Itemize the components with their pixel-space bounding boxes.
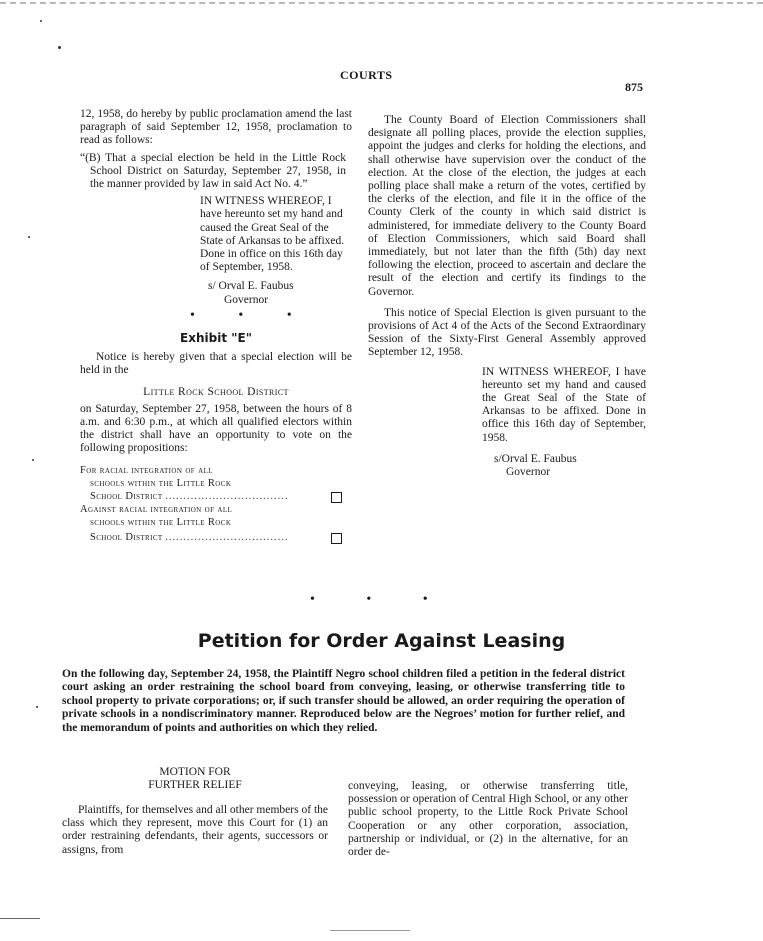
motion-body-right: conveying, leasing, or otherwise transferring title, possession or operation of Central High School, or any other public school property, to the Little Rock Private School Cooperation or any other corporation, association, partnership or individual, or (2) in the alternative, for an order de- [348,780,628,859]
checkbox-against[interactable] [331,533,342,544]
governor-title-right: Governor [506,466,551,479]
prop-against-line-3 [80,531,352,544]
running-head: COURTS [340,68,393,82]
scan-speck [36,706,38,708]
governor-signature: s/ Orval E. Faubus [208,280,294,293]
right-para-1: The County Board of Election Commissioners shall designate all polling places, provide the election supplies, appoint the judges and clerks for holding the elections, and shall otherwise have supervision over the conduct of the election. At the close of the election, the judges at each polling place shall make a return of the votes, certified by the clerks of the election, and file it in the office of the County Clerk of the county in which said district is administered, for immediate delivery to the County Board of Election Commissioners, which said Board shall immediately, but not later than the fifth (5th) day next following the election, proceed to ascertain and declare the result of the election and certify its findings to the Governor. [368,114,646,298]
motion-heading-line-1: MOTION FOR [159,766,231,778]
section-break-dots-2: • • • [310,592,452,607]
motion-left-column [62,766,328,857]
governor-signature-right: s/Orval E. Faubus [494,452,577,465]
leader-dots: .................................. [165,490,289,502]
section-break-dots: • • • [190,307,312,323]
checkbox-for[interactable] [331,492,342,503]
scan-artifact-line [330,930,410,931]
prop-against-line-1: Against racial integration of all [80,503,233,515]
intro-paragraph: On the following day, September 24, 1958, the Plaintiff Negro school children filed a petition in the federal district court asking an order restraining the school board from conveying, leasing, or otherwise transferring title to school property to private corporations; or, if such transfer should be allowed, an order requiring the operation of private schools in a nondiscriminatory manner. Reproduced below are the Negroes’ motion for further relief, and the memorandum of points and authorities on which they relied. [62,668,625,734]
district-name: Little Rock School District [143,385,289,398]
prop-against-line-2: schools within the Little Rock [90,516,232,528]
prop-against-label: School District [90,531,163,543]
right-column [368,114,646,479]
left-para-1: 12, 1958, do hereby by public proclamation amend the last paragraph of said September 12, 1958, proclamation to read as follows: [80,108,352,147]
section-intro [62,668,625,735]
scan-speck [40,20,42,22]
motion-body-left: Plaintiffs, for themselves and all other members of the class which they represent, move this Court for (1) an order restraining defendants, their agents, successors or assigns, from [62,804,328,856]
witness-clause: IN WITNESS WHEREOF, I have hereunto set my hand and caused the Great Seal of the State of Arkansas to be affixed. Done in office on this 16th day of September, 1958. [200,195,345,274]
exhibit-heading: Exhibit "E" [180,331,252,346]
motion-right-column [348,780,628,859]
prop-for-line-3 [80,490,352,503]
prop-for-label: School District [90,490,163,502]
witness-clause-right: IN WITNESS WHEREOF, I have hereunto set my hand and caused the Great Seal of the State of Arkansas to be affixed. Done in office this 16th day of September, 1958. [482,365,646,444]
notice-paragraph: Notice is hereby given that a special election will be held in the [80,351,352,377]
governor-title: Governor [224,293,269,306]
scan-speck [58,46,61,49]
page-top-border [0,2,763,4]
notice-paragraph-2: on Saturday, September 27, 1958, between the hours of 8 a.m. and 6:30 p.m., at which all qualified electors within the district shall have an opportunity to vote on the following propositions: [80,402,352,455]
page-number: 875 [625,80,643,94]
motion-heading-line-2: FURTHER RELIEF [148,779,242,791]
right-para-2: This notice of Special Election is given pursuant to the provisions of Act 4 of the Acts of the Second Extraordinary Session of the Sixty-First General Assembly approved September 12, 1958. [368,306,646,359]
scan-artifact-line [0,918,40,919]
section-title: Petition for Order Against Leasing [197,630,566,652]
proclamation-quote: “(B) That a special election be held in the Little Rock School District on Saturday, September 27, 1958, in the manner provided by law in said Act No. 4.” [80,151,346,191]
scan-speck [32,459,34,461]
prop-for-line-1: For racial integration of all [80,464,213,476]
motion-heading [62,766,328,792]
ballot-propositions [80,464,352,544]
prop-for-line-2: schools within the Little Rock [90,477,232,489]
leader-dots: .................................. [165,531,289,543]
scan-speck [28,236,30,238]
left-column [80,108,352,544]
